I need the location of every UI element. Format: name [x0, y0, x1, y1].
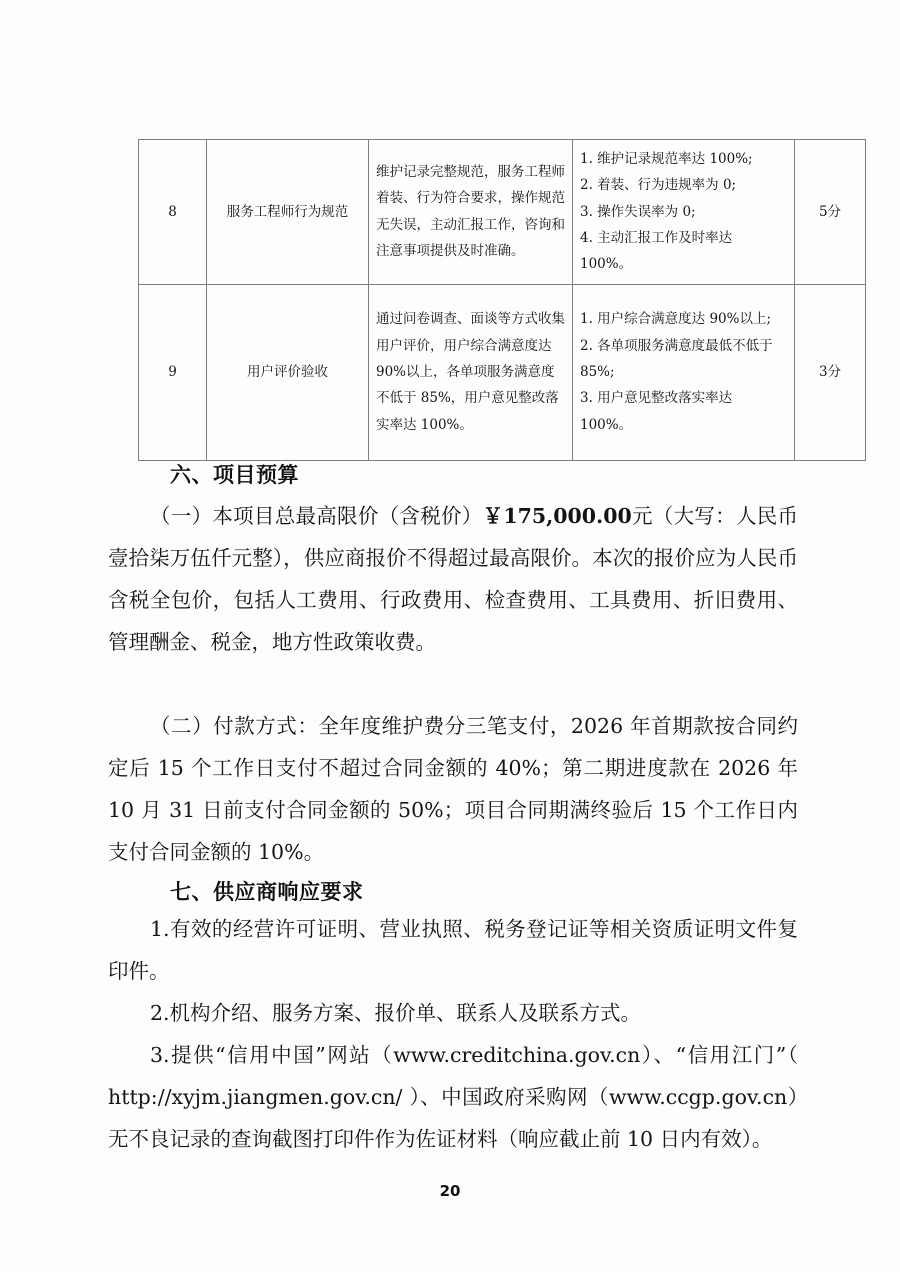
criteria-line: 1. 维护记录规范率达 100%; — [580, 151, 753, 167]
table-cell-score: 3分 — [795, 284, 866, 460]
assessment-table — [138, 139, 866, 461]
table-cell-criteria — [573, 284, 795, 460]
supplier-requirement-item-1: 1.有效的经营许可证明、营业执照、税务登记证等相关资质证明文件复印件。 — [108, 917, 798, 983]
table-cell-description: 维护记录完整规范，服务工程师着装、行为符合要求，操作规范无失误，主动汇报工作，咨询和注意事项提供及时准确。 — [369, 140, 573, 285]
table-row — [139, 284, 866, 460]
budget-total-amount: ￥175,000.00 — [482, 504, 632, 528]
criteria-line: 4. 主动汇报工作及时率达 100%。 — [580, 229, 733, 273]
supplier-requirement-item-3: 3.提供“信用中国”网站（www.creditchina.gov.cn）、“信用江门”（ http://xyjm.jiangmen.gov.cn/ ）、中国政府采购网（www.ccgp.gov.cn）无不良记录的查询截图打印件作为佐证材料（响应截止前 10 日内有效）。 — [108, 1043, 798, 1151]
budget-paragraph-1-suffix: 元（大写：人民币壹拾柒万伍仟元整），供应商报价不得超过最高限价。本次的报价应为人民币含税全包价，包括人工费用、行政费用、检查费用、工具费用、折旧费用、管理酬金、税金，地方性政策收费。 — [108, 504, 799, 654]
table-cell-number: 9 — [139, 284, 207, 460]
section-heading-supplier-requirements: 七、供应商响应要求 — [170, 880, 364, 904]
criteria-line: 2. 各单项服务满意度最低不低于 85%; — [580, 337, 773, 380]
table-cell-number: 8 — [139, 140, 207, 285]
section-heading-budget: 六、项目预算 — [170, 463, 299, 487]
table-cell-item: 服务工程师行为规范 — [207, 140, 369, 285]
budget-paragraph-1-prefix: （一）本项目总最高限价（含税价） — [150, 504, 483, 528]
criteria-line: 2. 着装、行为违规率为 0; — [580, 177, 737, 194]
page-number: 20 — [439, 1182, 461, 1200]
table-row — [139, 140, 866, 285]
criteria-line: 3. 操作失误率为 0; — [580, 203, 696, 220]
supplier-requirement-item-2: 2.机构介绍、服务方案、报价单、联系人及联系方式。 — [150, 1001, 642, 1025]
assessment-table-container — [138, 139, 842, 461]
table-cell-item: 用户评价验收 — [207, 284, 369, 460]
table-cell-criteria — [573, 140, 795, 285]
table-cell-description: 通过问卷调查、面谈等方式收集用户评价，用户综合满意度达 90%以上，各单项服务满意度不低于 85%，用户意见整改落实率达 100%。 — [369, 284, 573, 460]
criteria-line: 1. 用户综合满意度达 90%以上; — [580, 311, 772, 328]
budget-paragraph-2: （二）付款方式：全年度维护费分三笔支付，2026 年首期款按合同约定后 15 个工作日支付不超过合同金额的 40%；第二期进度款在 2026 年 10 月 31 日前支付合同金额的 50%；项目合同期满终验后 15 个工作日内支付合同金额的 10%。 — [108, 714, 798, 864]
table-cell-score: 5分 — [795, 140, 866, 285]
criteria-line: 3. 用户意见整改落实率达 100%。 — [580, 390, 733, 433]
budget-paragraph-1 — [108, 495, 798, 663]
